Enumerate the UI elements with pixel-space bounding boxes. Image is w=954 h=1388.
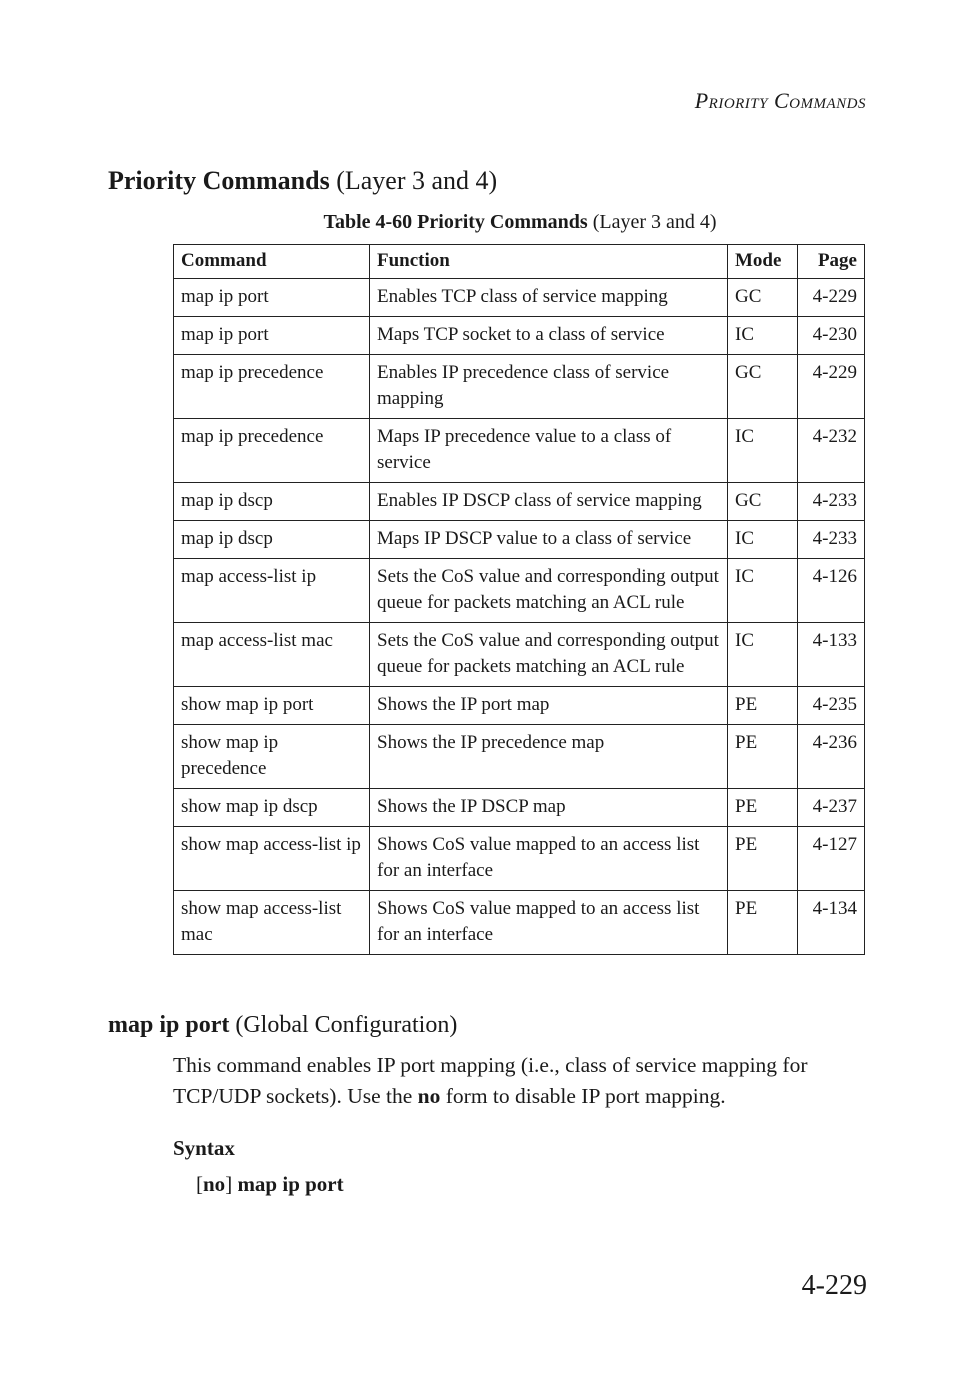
- table-row: [174, 687, 865, 725]
- cell-command: show map access-list ip: [174, 827, 370, 891]
- syntax-line: [196, 1172, 344, 1197]
- command-mode: (Global Configuration): [229, 1012, 458, 1038]
- page-number: 4-229: [801, 1270, 867, 1301]
- cell-function: Enables IP precedence class of service mapping: [370, 355, 728, 419]
- table-caption-rest: (Layer 3 and 4): [587, 211, 717, 233]
- table-caption: [0, 211, 954, 234]
- cell-page: 4-233: [798, 483, 865, 521]
- cell-mode: IC: [728, 317, 798, 355]
- cell-page: 4-233: [798, 521, 865, 559]
- cell-command: show map ip precedence: [174, 725, 370, 789]
- cell-mode: PE: [728, 789, 798, 827]
- cell-mode: IC: [728, 623, 798, 687]
- cell-mode: PE: [728, 827, 798, 891]
- cell-page: 4-134: [798, 891, 865, 955]
- priority-commands-table: [173, 244, 865, 955]
- cell-function: Enables IP DSCP class of service mapping: [370, 483, 728, 521]
- cell-command: map access-list mac: [174, 623, 370, 687]
- cell-function: Sets the CoS value and corresponding output queue for packets matching an ACL rule: [370, 623, 728, 687]
- section-title: [108, 166, 497, 196]
- column-header-command: Command: [174, 245, 370, 279]
- cell-page: 4-232: [798, 419, 865, 483]
- desc-part1: This command enables IP port mapping (i.e., class of service mapping for TCP/UDP sockets). Use the: [173, 1053, 808, 1108]
- column-header-page: Page: [798, 245, 865, 279]
- column-header-mode: Mode: [728, 245, 798, 279]
- table-row: [174, 725, 865, 789]
- cell-mode: PE: [728, 725, 798, 789]
- running-header: Priority Commands: [694, 88, 866, 113]
- table-row: [174, 419, 865, 483]
- table-row: [174, 317, 865, 355]
- cell-page: 4-235: [798, 687, 865, 725]
- cell-mode: GC: [728, 279, 798, 317]
- cell-mode: PE: [728, 891, 798, 955]
- cell-page: 4-236: [798, 725, 865, 789]
- table-caption-bold: Table 4-60 Priority Commands: [323, 211, 588, 233]
- table-header-row: [174, 245, 865, 279]
- syntax-heading: Syntax: [173, 1136, 235, 1160]
- cell-page: 4-126: [798, 559, 865, 623]
- table-row: [174, 521, 865, 559]
- cell-mode: IC: [728, 521, 798, 559]
- cell-page: 4-127: [798, 827, 865, 891]
- section-title-bold: Priority Commands: [108, 166, 330, 195]
- table-row: [174, 483, 865, 521]
- cell-mode: IC: [728, 419, 798, 483]
- table-body: [174, 279, 865, 955]
- cell-function: Shows CoS value mapped to an access list for an interface: [370, 827, 728, 891]
- cell-command: map ip port: [174, 279, 370, 317]
- cell-mode: PE: [728, 687, 798, 725]
- cell-command: show map access-list mac: [174, 891, 370, 955]
- syntax-open-bracket: [: [196, 1172, 203, 1196]
- desc-part2: form to disable IP port mapping.: [440, 1084, 726, 1108]
- cell-command: map ip precedence: [174, 419, 370, 483]
- table-row: [174, 279, 865, 317]
- command-title: [108, 1012, 457, 1039]
- table-row: [174, 827, 865, 891]
- table-row: [174, 891, 865, 955]
- cell-function: Maps TCP socket to a class of service: [370, 317, 728, 355]
- cell-command: map ip port: [174, 317, 370, 355]
- cell-mode: GC: [728, 483, 798, 521]
- cell-command: map ip precedence: [174, 355, 370, 419]
- command-description: [173, 1050, 873, 1112]
- cell-page: 4-229: [798, 355, 865, 419]
- cell-function: Maps IP precedence value to a class of service: [370, 419, 728, 483]
- syntax-close-bracket: ]: [225, 1172, 238, 1196]
- cell-page: 4-133: [798, 623, 865, 687]
- cell-function: Enables TCP class of service mapping: [370, 279, 728, 317]
- command-name: map ip port: [108, 1012, 230, 1038]
- cell-function: Shows the IP port map: [370, 687, 728, 725]
- cell-mode: GC: [728, 355, 798, 419]
- cell-function: Shows the IP DSCP map: [370, 789, 728, 827]
- desc-no-keyword: no: [417, 1084, 441, 1108]
- cell-command: map ip dscp: [174, 521, 370, 559]
- column-header-function: Function: [370, 245, 728, 279]
- cell-command: show map ip port: [174, 687, 370, 725]
- syntax-no: no: [203, 1172, 226, 1196]
- syntax-command: map ip port: [237, 1172, 344, 1196]
- cell-page: 4-229: [798, 279, 865, 317]
- table-row: [174, 559, 865, 623]
- table-row: [174, 789, 865, 827]
- cell-function: Sets the CoS value and corresponding output queue for packets matching an ACL rule: [370, 559, 728, 623]
- cell-mode: IC: [728, 559, 798, 623]
- table-row: [174, 355, 865, 419]
- section-title-rest: (Layer 3 and 4): [329, 166, 498, 195]
- cell-function: Shows CoS value mapped to an access list for an interface: [370, 891, 728, 955]
- cell-page: 4-230: [798, 317, 865, 355]
- table-row: [174, 623, 865, 687]
- cell-command: show map ip dscp: [174, 789, 370, 827]
- cell-command: map access-list ip: [174, 559, 370, 623]
- cell-function: Shows the IP precedence map: [370, 725, 728, 789]
- cell-command: map ip dscp: [174, 483, 370, 521]
- cell-page: 4-237: [798, 789, 865, 827]
- cell-function: Maps IP DSCP value to a class of service: [370, 521, 728, 559]
